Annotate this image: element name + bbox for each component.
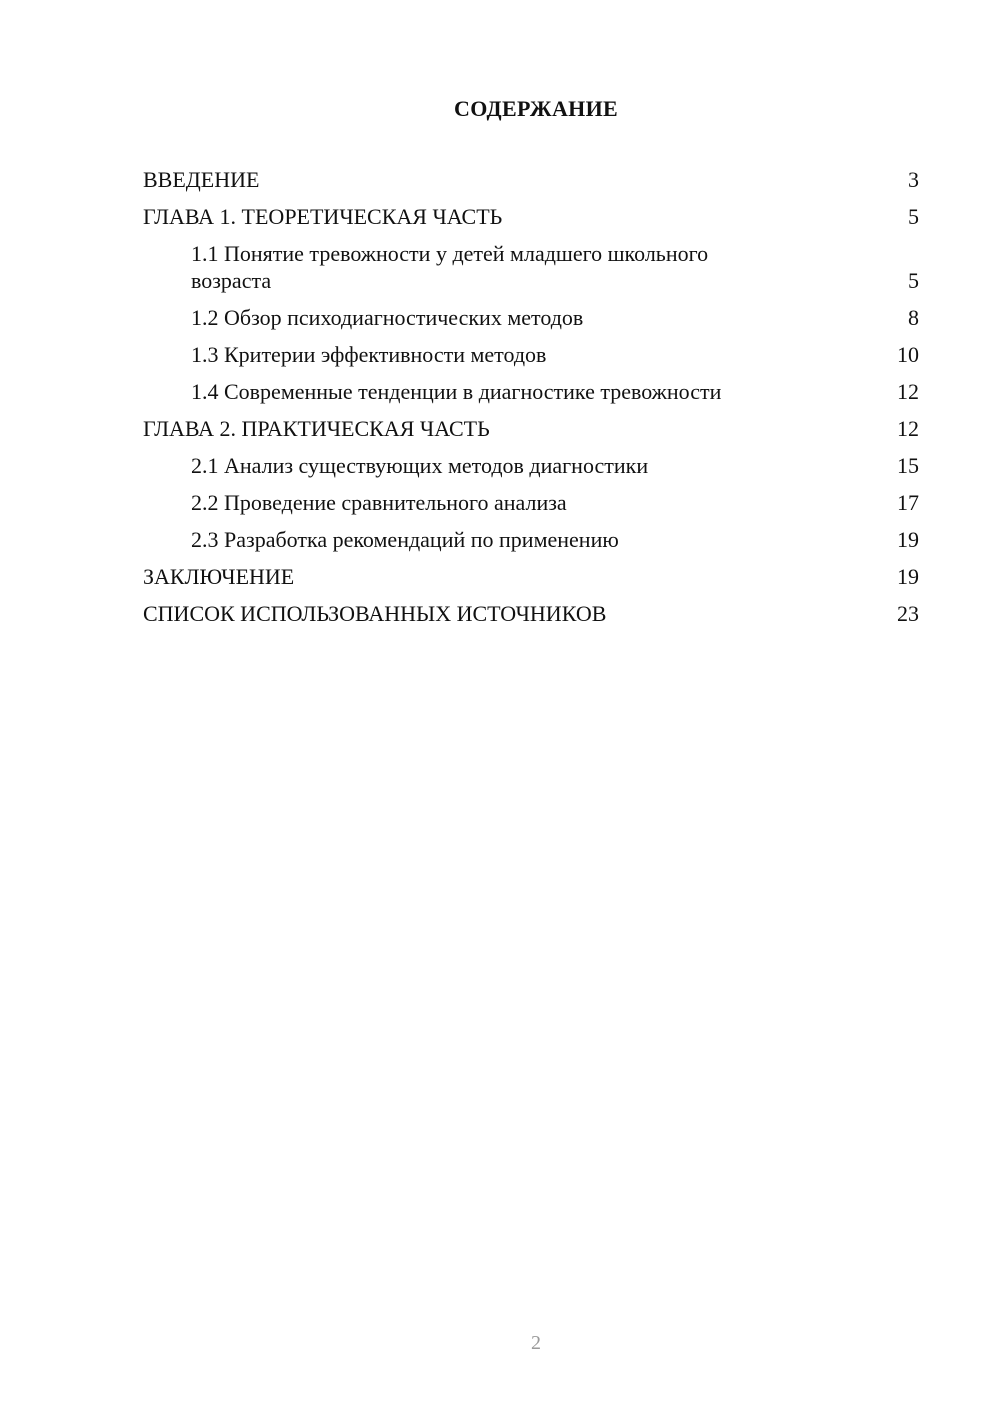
- toc-entry-label: ВВЕДЕНИЕ: [143, 167, 260, 192]
- toc-entry-section-1-1[interactable]: [143, 240, 919, 294]
- toc-entry-section-1-4[interactable]: [143, 378, 919, 405]
- toc-entry-label: 1.2 Обзор психодиагностических методов: [191, 305, 584, 330]
- page-number: 2: [531, 1332, 541, 1354]
- toc-entry-label: 1.3 Критерии эффективности методов: [191, 342, 547, 367]
- toc-entry-page: 5: [908, 268, 919, 293]
- toc-entry-label: 2.2 Проведение сравнительного анализа: [191, 490, 567, 515]
- toc-entry-label: 2.1 Анализ существующих методов диагностики: [191, 453, 649, 478]
- toc-entry-page: 17: [897, 490, 919, 515]
- toc-entry-label: 1.1 Понятие тревожности у детей младшего школьного возраста: [191, 241, 709, 293]
- toc-entry-chapter-2[interactable]: [143, 415, 919, 442]
- toc-entry-introduction[interactable]: [143, 166, 919, 193]
- toc-entry-page: 8: [908, 305, 919, 330]
- toc-entry-page: 23: [897, 601, 919, 626]
- toc-entry-label: 1.4 Современные тенденции в диагностике тревожности: [191, 379, 722, 404]
- toc-entry-label: 2.3 Разработка рекомендаций по применению: [191, 527, 619, 552]
- toc-entry-chapter-1[interactable]: [143, 203, 919, 230]
- toc-entry-section-2-1[interactable]: [143, 452, 919, 479]
- toc-entry-label: ЗАКЛЮЧЕНИЕ: [143, 564, 295, 589]
- toc-entry-references[interactable]: [143, 600, 919, 627]
- toc-entry-section-2-2[interactable]: [143, 489, 919, 516]
- toc-entry-page: 15: [897, 453, 919, 478]
- toc-entry-page: 19: [897, 527, 919, 552]
- toc-title: СОДЕРЖАНИЕ: [454, 96, 618, 121]
- toc-entry-page: 12: [897, 379, 919, 404]
- toc-entry-label: СПИСОК ИСПОЛЬЗОВАННЫХ ИСТОЧНИКОВ: [143, 601, 607, 626]
- toc-entry-label: ГЛАВА 1. ТЕОРЕТИЧЕСКАЯ ЧАСТЬ: [143, 204, 503, 229]
- toc-entry-section-1-2[interactable]: [143, 304, 919, 331]
- table-of-contents: [143, 166, 919, 637]
- toc-entry-section-2-3[interactable]: [143, 526, 919, 553]
- toc-entry-page: 19: [897, 564, 919, 589]
- toc-entry-section-1-3[interactable]: [143, 341, 919, 368]
- toc-entry-page: 5: [908, 204, 919, 229]
- toc-entry-page: 10: [897, 342, 919, 367]
- toc-entry-page: 12: [897, 416, 919, 441]
- toc-entry-conclusion[interactable]: [143, 563, 919, 590]
- toc-entry-label: ГЛАВА 2. ПРАКТИЧЕСКАЯ ЧАСТЬ: [143, 416, 490, 441]
- toc-entry-page: 3: [908, 167, 919, 192]
